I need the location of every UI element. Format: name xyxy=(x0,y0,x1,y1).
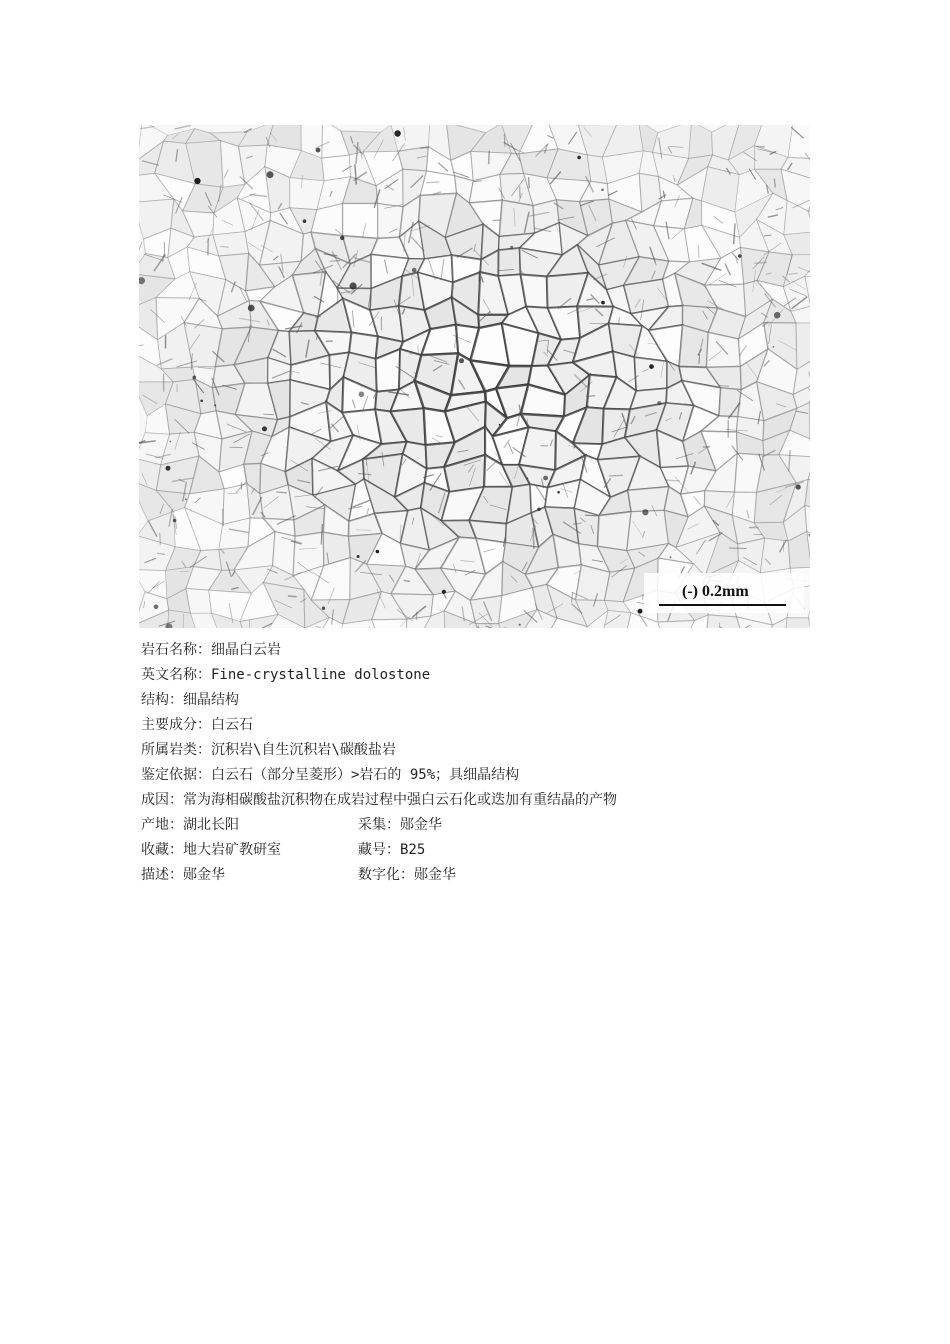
grain xyxy=(689,125,713,159)
dark-inclusion xyxy=(316,148,321,153)
dark-inclusion xyxy=(796,484,801,489)
grain-crack xyxy=(160,533,161,545)
dark-inclusion xyxy=(527,477,529,479)
grain-crack xyxy=(699,354,700,364)
grain xyxy=(498,248,520,276)
grain-crack xyxy=(276,492,287,493)
grain-crack xyxy=(573,523,581,524)
dark-inclusion xyxy=(166,466,171,471)
grain-crack xyxy=(609,475,623,476)
rock-category: 所属岩类：沉积岩\自生沉积岩\碳酸盐岩 xyxy=(141,742,396,758)
dark-inclusion xyxy=(185,499,187,501)
grain-crack xyxy=(420,148,429,149)
dark-inclusion xyxy=(194,178,200,184)
origin: 成因：常为海相碳酸盐沉积物在成岩过程中强白云石化或迭加有重结晶的产物 xyxy=(141,792,617,808)
grain xyxy=(634,357,667,391)
grain xyxy=(521,274,548,308)
dark-inclusion xyxy=(267,171,274,178)
locality-collector-row xyxy=(141,813,617,838)
grain-crack xyxy=(586,396,595,397)
dark-inclusion xyxy=(601,189,604,192)
grain xyxy=(398,147,429,171)
dark-inclusion xyxy=(193,376,197,380)
locality: 产地：湖北长阳 xyxy=(141,817,239,833)
dark-inclusion xyxy=(459,358,464,363)
dark-inclusion xyxy=(738,254,742,258)
grain-crack xyxy=(585,515,598,516)
dark-inclusion xyxy=(169,441,171,443)
dark-inclusion xyxy=(200,400,203,403)
grain-crack xyxy=(139,242,142,250)
grain xyxy=(785,618,810,628)
grain-crack xyxy=(330,261,340,262)
grain xyxy=(223,484,250,525)
dark-inclusion xyxy=(577,156,581,160)
described-by: 描述：郧金华 xyxy=(141,867,225,883)
english-name: 英文名称：Fine-crystalline dolostone xyxy=(141,667,431,683)
grain-crack xyxy=(504,134,505,147)
grain xyxy=(598,512,632,551)
grain-crack xyxy=(174,125,190,129)
dark-inclusion xyxy=(173,519,177,523)
micrograph-grain-texture xyxy=(139,125,810,628)
dark-inclusion xyxy=(638,609,643,614)
dark-inclusion xyxy=(154,605,159,610)
dark-inclusion xyxy=(657,401,661,405)
dark-inclusion xyxy=(601,301,605,305)
dark-inclusion xyxy=(670,556,672,558)
grain xyxy=(470,596,502,624)
description-digitized-row xyxy=(141,863,617,888)
digitized-by: 数字化：郧金华 xyxy=(358,867,456,883)
dark-inclusion xyxy=(774,312,781,319)
rock-name: 岩石名称：细晶白云岩 xyxy=(141,642,281,658)
dark-inclusion xyxy=(557,491,560,494)
dark-inclusion xyxy=(537,508,540,511)
grain-crack xyxy=(755,262,767,263)
collector: 采集：郧金华 xyxy=(358,817,442,833)
grain-boundaries xyxy=(139,125,810,628)
scale-label: (-) 0.2mm xyxy=(682,583,749,600)
grain xyxy=(628,487,669,512)
grain-crack xyxy=(489,151,490,165)
dark-inclusion xyxy=(262,426,267,431)
grain xyxy=(322,155,351,181)
collection: 收藏：地大岩矿教研室 xyxy=(141,842,281,858)
grain xyxy=(760,538,790,573)
specimen-number: 藏号：B25 xyxy=(358,842,426,858)
dark-inclusion xyxy=(519,624,521,626)
dark-inclusion xyxy=(412,268,417,273)
collection-specimen-row xyxy=(141,838,617,863)
main-component: 主要成分：白云石 xyxy=(141,717,253,733)
identification-basis: 鉴定依据：白云石（部分呈菱形）>岩石的 95%；具细晶结构 xyxy=(141,767,520,783)
dark-inclusion xyxy=(214,404,216,406)
grain-crack xyxy=(223,509,224,526)
dark-inclusion xyxy=(340,236,344,240)
dark-inclusion xyxy=(510,246,513,249)
dark-inclusion xyxy=(773,346,775,348)
texture: 结构：细晶结构 xyxy=(141,692,239,708)
dark-inclusion xyxy=(357,555,360,558)
grain xyxy=(679,325,708,368)
dark-inclusion xyxy=(394,130,400,136)
grain xyxy=(186,589,212,614)
dark-inclusion xyxy=(350,282,357,289)
dark-inclusion xyxy=(322,607,325,610)
grain-crack xyxy=(493,220,501,221)
dark-inclusion xyxy=(248,305,255,312)
grain-crack xyxy=(366,458,367,466)
dark-inclusion xyxy=(303,219,307,223)
dark-inclusion xyxy=(649,364,654,369)
dark-inclusion xyxy=(642,509,648,515)
dark-inclusion xyxy=(359,392,365,398)
grain-crack xyxy=(288,596,297,597)
grain xyxy=(658,621,695,628)
grain xyxy=(499,200,534,236)
grain xyxy=(574,508,599,546)
grain-crack xyxy=(729,548,747,549)
dark-inclusion xyxy=(543,476,548,481)
specimen-info xyxy=(141,638,617,888)
grain-crack xyxy=(756,146,765,147)
grain-crack xyxy=(698,245,699,258)
dark-inclusion xyxy=(376,550,380,554)
grain-crack xyxy=(589,323,609,324)
scale-bar xyxy=(659,604,786,606)
dark-inclusion xyxy=(442,590,446,594)
rock-micrograph xyxy=(139,125,810,628)
grain xyxy=(343,204,378,239)
dark-inclusion xyxy=(499,424,501,426)
grain xyxy=(372,619,407,628)
grain xyxy=(213,232,249,257)
